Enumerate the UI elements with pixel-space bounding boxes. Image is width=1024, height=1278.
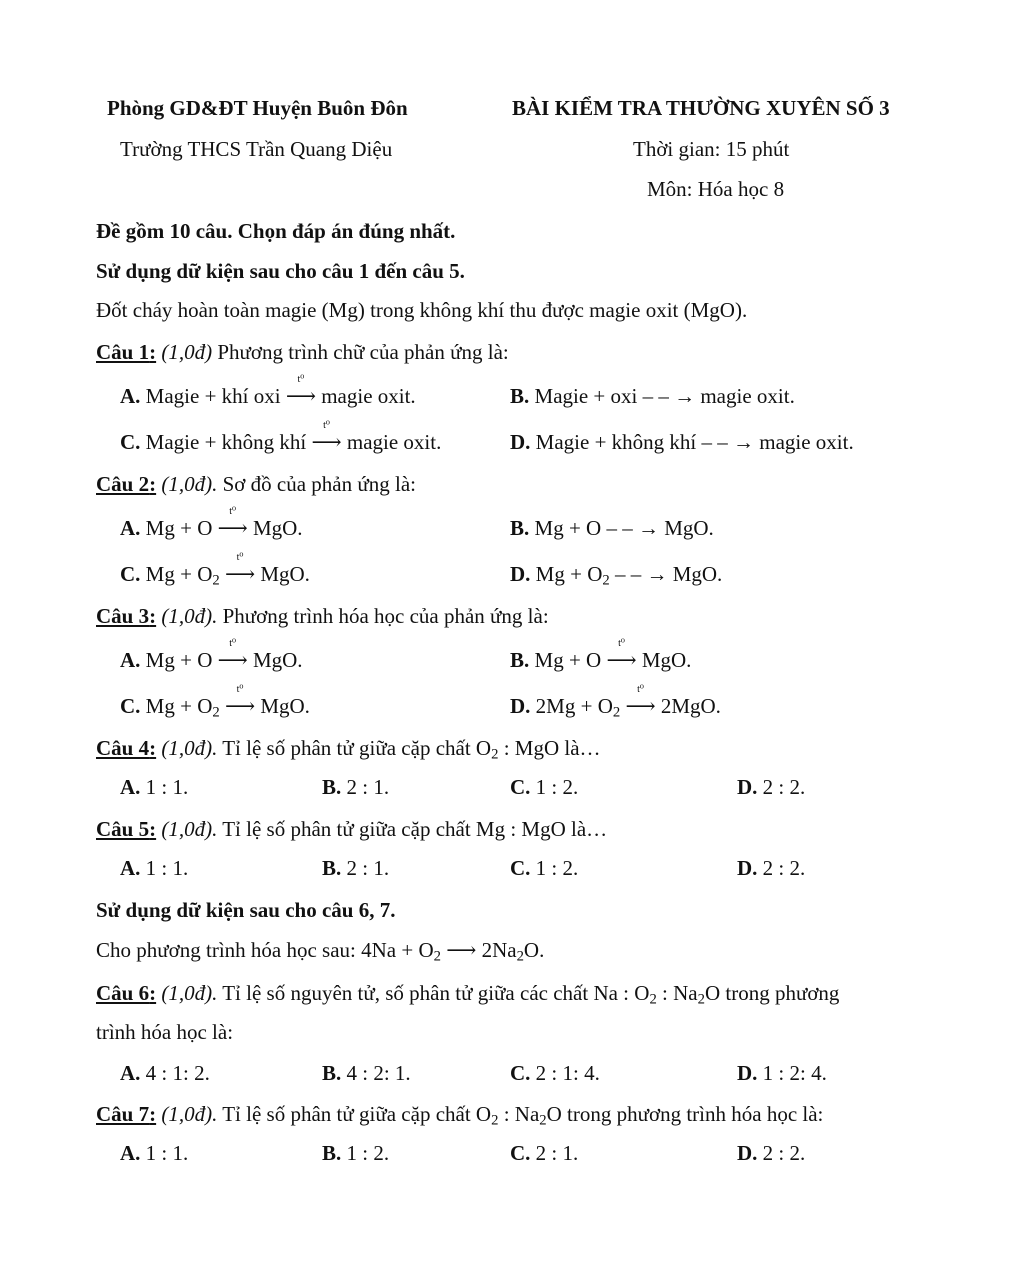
reaction-arrow-icon: t⁰ ⟶ — [217, 638, 248, 672]
q6-option-c: C. 2 : 1: 4. — [510, 1061, 600, 1085]
reaction-arrow-icon: ⟶ — [446, 938, 477, 962]
dashed-arrow-icon: – – → — [606, 516, 659, 540]
question-text: Tỉ lệ số nguyên tử, số phân tử giữa các chất Na : $O_2$ : $Na_2O$ trong phương — [222, 981, 840, 1008]
q5-option-c: C. 1 : 2. — [510, 856, 579, 880]
q7-option-b: B. 1 : 2. — [322, 1141, 390, 1165]
q3-option-a: A. Mg + O t⁰ ⟶ MgO. — [120, 638, 303, 672]
question-text: Phương trình chữ của phản ứng là: — [217, 340, 509, 364]
question-label: Câu 1: — [96, 340, 157, 364]
q3-option-b: B. Mg + O t⁰ ⟶ MgO. — [510, 638, 692, 672]
question-3 — [96, 606, 549, 627]
question-points: (1,0đ). — [161, 981, 218, 1005]
question-label: Câu 6: — [96, 981, 157, 1005]
q7-option-c: C. 2 : 1. — [510, 1141, 579, 1165]
department-name: Phòng GD&ĐT Huyện Buôn Đôn — [107, 96, 408, 120]
question-4 — [96, 736, 601, 763]
reaction-arrow-icon: t⁰ ⟶ — [217, 506, 248, 540]
reaction-arrow-icon: t⁰ ⟶ — [625, 684, 656, 718]
question-5 — [96, 819, 607, 840]
question-text: Tỉ lệ số phân tử giữa cặp chất $O_2$ : $Na_2O$ trong phương trình hóa học là: — [222, 1102, 824, 1129]
q2-option-d: D. $Mg + O_2$ – – → MgO. — [510, 562, 723, 589]
exam-title: BÀI KIỂM TRA THƯỜNG XUYÊN SỐ 3 — [512, 96, 890, 120]
q2-option-b: B. Mg + O – – → MgO. — [510, 516, 714, 540]
dashed-arrow-icon: – – → — [701, 430, 754, 454]
question-points: (1,0đ). — [161, 736, 218, 760]
question-1 — [96, 342, 509, 363]
question-points: (1,0đ). — [161, 1102, 218, 1126]
q7-option-d: D. 2 : 2. — [737, 1141, 806, 1165]
q5-option-b: B. 2 : 1. — [322, 856, 390, 880]
q1-option-c: C. Magie + không khí t⁰ ⟶ magie oxit. — [120, 420, 442, 454]
q3-option-d: D. $2Mg + O_2$ t⁰ ⟶ 2MgO. — [510, 684, 721, 721]
q4-option-a: A. 1 : 1. — [120, 775, 189, 799]
q6-option-b: B. 4 : 2: 1. — [322, 1061, 411, 1085]
q2-option-a: A. Mg + O t⁰ ⟶ MgO. — [120, 506, 303, 540]
school-name: Trường THCS Trần Quang Diệu — [120, 137, 393, 161]
q1-option-d: D. Magie + không khí – – → magie oxit. — [510, 430, 854, 454]
question-text: Tỉ lệ số phân tử giữa cặp chất $O_2$ : MgO là… — [222, 736, 601, 763]
question-text: Tỉ lệ số phân tử giữa cặp chất Mg : MgO là… — [222, 817, 608, 841]
q6-option-d: D. 1 : 2: 4. — [737, 1061, 827, 1085]
reaction-arrow-icon: t⁰ ⟶ — [224, 552, 256, 586]
instruction-line: Đề gồm 10 câu. Chọn đáp án đúng nhất. — [96, 219, 456, 243]
context-heading-1: Sử dụng dữ kiện sau cho câu 1 đến câu 5. — [96, 259, 465, 283]
question-text: Phương trình hóa học của phản ứng là: — [222, 604, 549, 628]
question-6-continuation: trình hóa học là: — [96, 1020, 234, 1044]
dashed-arrow-icon: – – → — [614, 562, 668, 586]
question-label: Câu 3: — [96, 604, 157, 628]
context-heading-2: Sử dụng dữ kiện sau cho câu 6, 7. — [96, 898, 396, 922]
question-points: (1,0đ). — [161, 817, 218, 841]
context-text-2: Cho phương trình hóa học sau: $4Na + O_2$ ⟶ $2Na_2O$. — [96, 938, 545, 965]
q5-option-d: D. 2 : 2. — [737, 856, 806, 880]
reaction-arrow-icon: t⁰ ⟶ — [606, 638, 637, 672]
dashed-arrow-icon: – – → — [642, 384, 696, 408]
question-7 — [96, 1102, 824, 1129]
question-points: (1,0đ). — [161, 472, 218, 496]
q1-option-b: B. Magie + oxi – – → magie oxit. — [510, 384, 795, 408]
q2-option-c: C. $Mg + O_2$ t⁰ ⟶ MgO. — [120, 552, 310, 589]
q7-option-a: A. 1 : 1. — [120, 1141, 189, 1165]
q1-option-a: A. Magie + khí oxi t⁰ ⟶ magie oxit. — [120, 374, 416, 408]
context-text-1: Đốt cháy hoàn toàn magie (Mg) trong không khí thu được magie oxit (MgO). — [96, 298, 748, 322]
question-label: Câu 2: — [96, 472, 157, 496]
question-points: (1,0đ). — [161, 604, 218, 628]
question-text: Sơ đồ của phản ứng là: — [222, 472, 416, 496]
q4-option-c: C. 1 : 2. — [510, 775, 579, 799]
question-label: Câu 7: — [96, 1102, 157, 1126]
question-2 — [96, 474, 416, 495]
reaction-arrow-icon: t⁰ ⟶ — [224, 684, 256, 718]
q5-option-a: A. 1 : 1. — [120, 856, 189, 880]
exam-subject: Môn: Hóa học 8 — [647, 177, 785, 201]
exam-time: Thời gian: 15 phút — [633, 137, 790, 161]
reaction-arrow-icon: t⁰ ⟶ — [311, 420, 342, 454]
question-points: (1,0đ) — [161, 340, 213, 364]
reaction-arrow-icon: t⁰ ⟶ — [285, 374, 316, 408]
q4-option-b: B. 2 : 1. — [322, 775, 390, 799]
q4-option-d: D. 2 : 2. — [737, 775, 806, 799]
question-label: Câu 4: — [96, 736, 157, 760]
q3-option-c: C. $Mg + O_2$ t⁰ ⟶ MgO. — [120, 684, 310, 721]
q6-option-a: A. 4 : 1: 2. — [120, 1061, 210, 1085]
question-label: Câu 5: — [96, 817, 157, 841]
question-6 — [96, 981, 840, 1008]
